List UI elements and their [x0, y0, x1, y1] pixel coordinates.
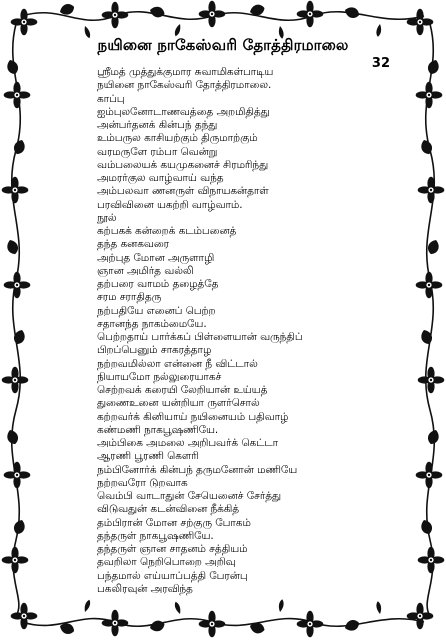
verse-line: அம்பலவா ணனருள் விநாயகன்தாள் — [97, 185, 269, 198]
verse-line: நியாயமோ நல்லுரையாகச் — [97, 370, 222, 383]
verse-line: உம்பருல காசியற்கும் திருமாற்கும் — [97, 132, 258, 145]
verse-line: ஐம்புலனோடாணவத்தை அறமிதித்து — [97, 105, 270, 118]
verse-line: வெம்பி வாடாதுன் சேயெனைச் சேர்த்து — [97, 490, 282, 502]
verse-line: துணைஉனை யன்றியா ருளர்சொல் — [97, 397, 260, 410]
verse-line: ஆரணி பூரணி கௌரி — [97, 450, 199, 463]
verse-line: கண்மணி நாகபூஷணியே. — [97, 423, 219, 436]
verse-line: ஸ்ரீமத் முத்துக்குமார சுவாமிகள்பாடிய — [97, 66, 274, 78]
verse-line: தந்தருள் நாகபூஷணியே. — [97, 529, 214, 542]
section-heading-nool: நூல் — [97, 211, 117, 224]
verse-line: தந்த கனகவரை — [97, 238, 170, 251]
page-number: 32 — [371, 56, 390, 71]
verse-line: பரவிவினை யகற்றி வாழ்வாம். — [97, 198, 243, 211]
verse-line: வம்பலையக் கயமுகனைச் சிரமரிந்து — [97, 158, 269, 171]
verse-line: தவறிலா நெறிபொறை அறிவு — [97, 556, 236, 569]
verse-line: சதானந்த நாகம்மையே. — [97, 317, 207, 330]
verse-line: கற்றவர்க் கினியாய் நயினையம் பதிவாழ் — [97, 410, 289, 423]
section-heading-kappu: காப்பு — [97, 92, 125, 105]
verse-line: வரமருளே ரம்பா வென்று — [97, 145, 218, 158]
verse-line: தம்பிரான் மோன சற்குரு போகம் — [97, 516, 251, 529]
verse-line: விடுவதுன் கடன்வினை நீக்கித் — [97, 503, 240, 516]
verse-body — [97, 66, 397, 596]
verse-line: அன்பர்தனக் கின்பந் தந்து — [97, 119, 218, 131]
verse-line: அமரர்குல வாழ்வாய் வந்த — [97, 172, 224, 184]
verse-line: அம்பிகை அமலை அறிபவர்க் கெட்டா — [97, 437, 279, 449]
verse-line: நயினை நாகேஸ்வரி தோத்திரமாலை. — [97, 79, 272, 92]
verse-line: அற்புத மோன அருளாழி — [97, 251, 215, 264]
verse-line: கற்பகக் கன்றைக் கடம்பனைத் — [97, 225, 237, 237]
verse-line: சரம சராதிதரு — [97, 291, 162, 304]
verse-line: தற்பரை வாமம் தழைத்தே — [97, 278, 219, 290]
verse-line: பிறப்பெனும் சாகரத்தாழ — [97, 344, 212, 357]
verse-line: நற்றவமில்லா என்னை நீ விட்டால் — [97, 357, 258, 370]
verse-line: நற்றவரோ டுறவாக — [97, 476, 188, 489]
page-title: நயினை நாகேஸ்வரி தோத்திரமாலை — [97, 36, 349, 54]
verse-line: பந்தமால் எய்யாப்பத்தி பேரன்பு — [97, 569, 248, 582]
verse-line: ஞான அமிர்த வல்லி — [97, 264, 194, 277]
verse-line: பெற்றதாய் பார்க்கப் பிள்ளையான் வருந்திப் — [97, 331, 303, 343]
verse-line: நற்பதியே எனைப் பெற்ற — [97, 304, 216, 317]
verse-line: பகலிரவுன் அரவிந்த — [97, 582, 193, 595]
verse-line: நம்பினோர்க் கின்பந் தருமனோன் மணியே — [97, 463, 298, 476]
verse-line: தந்தருள் ஞான சாதனம் சத்தியம் — [97, 543, 248, 555]
verse-line: செற்றவக் கரையி லேறியான் உய்யத் — [97, 384, 268, 396]
